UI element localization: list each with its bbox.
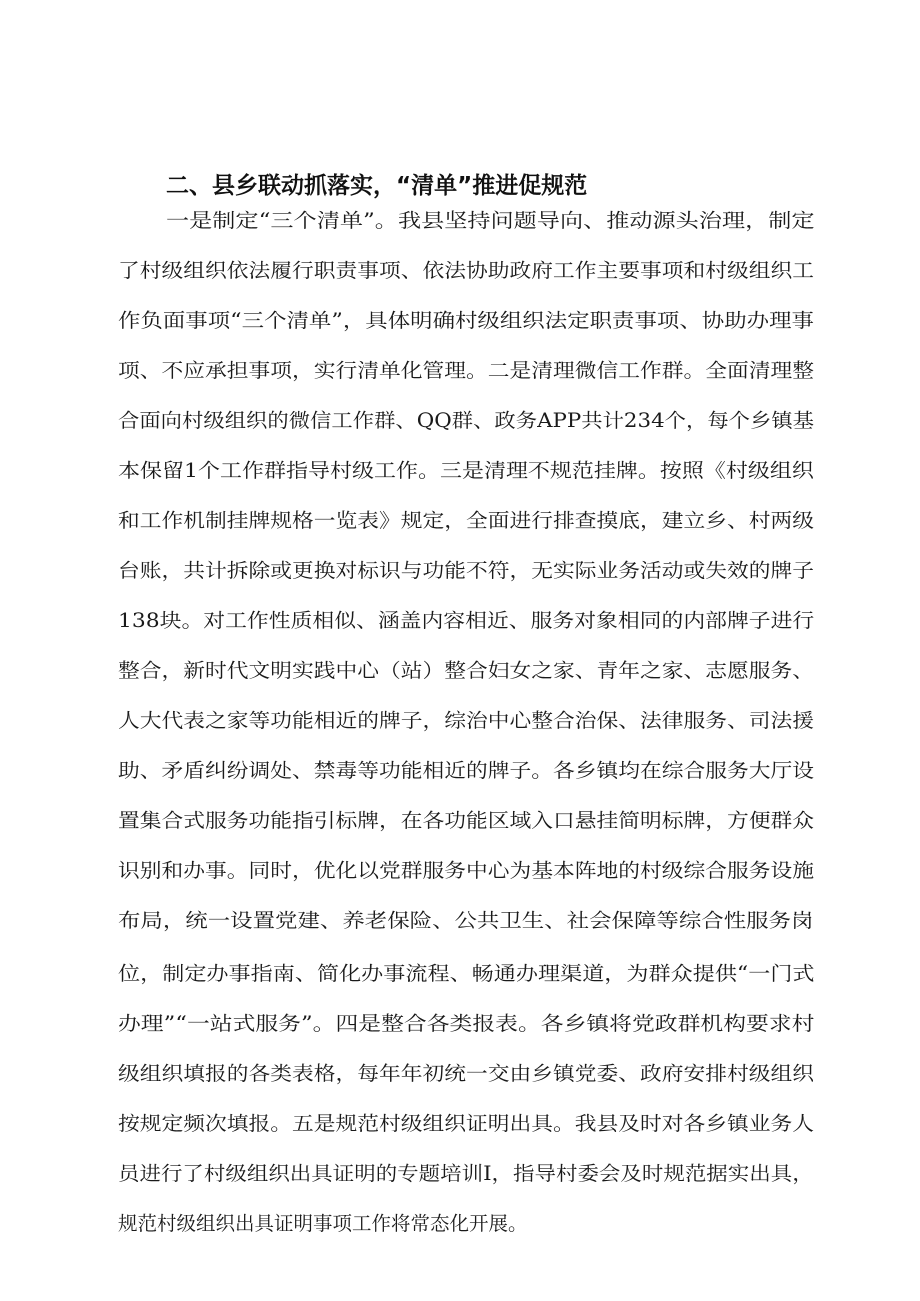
section-heading: 二、县乡联动抓落实，“清单”推进促规范 bbox=[166, 173, 588, 199]
text-line: 助、矛盾纠纷调处、禁毒等功能相近的牌子。各乡镇均在综合服务大厅设 bbox=[118, 759, 815, 782]
text-line: 作负面事项“三个清单”，具体明确村级组织法定职责事项、协助办理事 bbox=[118, 309, 814, 332]
text-line: 布局，统一设置党建、养老保险、公共卫生、社会保障等综合性服务岗 bbox=[118, 909, 814, 932]
text-line: 了村级组织依法履行职责事项、依法协助政府工作主要事项和村级组织工 bbox=[118, 259, 815, 282]
text-line: 位，制定办事指南、简化办事流程、畅通办理渠道，为群众提供“一门式 bbox=[118, 962, 815, 985]
text-line: 和工作机制挂牌规格一览表》规定，全面进行排查摸底，建立乡、村两级 bbox=[118, 509, 815, 532]
text-line: 规范村级组织出具证明事项工作将常态化开展。 bbox=[118, 1212, 528, 1235]
text-line: 人大代表之家等功能相近的牌子，综治中心整合治保、法律服务、司法援 bbox=[118, 709, 815, 732]
text-line: 员进行了村级组织出具证明的专题培训I，指导村委会及时规范据实出具， bbox=[118, 1162, 814, 1185]
text-line: 项、不应承担事项，实行清单化管理。二是清理微信工作群。全面清理整 bbox=[118, 359, 815, 382]
text-line: 办理”“一站式服务”。四是整合各类报表。各乡镇将党政群机构要求村 bbox=[118, 1012, 815, 1035]
text-line: 级组织填报的各类表格，每年年初统一交由乡镇党委、政府安排村级组织 bbox=[118, 1062, 815, 1085]
text-line: 整合，新时代文明实践中心（站）整合妇女之家、青年之家、志愿服务、 bbox=[118, 659, 815, 682]
text-line: 一是制定“三个清单”。我县坚持问题导向、推动源头治理，制定 bbox=[166, 209, 815, 232]
text-line: 台账，共计拆除或更换对标识与功能不符，无实际业务活动或失效的牌子 bbox=[118, 559, 815, 582]
text-line: 识别和办事。同时，优化以党群服务中心为基本阵地的村级综合服务设施 bbox=[118, 859, 815, 882]
text-line: 按规定频次填报。五是规范村级组织证明出具。我县及时对各乡镇业务人 bbox=[118, 1112, 815, 1135]
text-line: 合面向村级组织的微信工作群、QQ群、政务APP共计234个，每个乡镇基 bbox=[118, 409, 815, 432]
text-line: 本保留1个工作群指导村级工作。三是清理不规范挂牌。按照《村级组织 bbox=[118, 459, 814, 482]
text-line: 138块。对工作性质相似、涵盖内容相近、服务对象相同的内部牌子进行 bbox=[118, 609, 815, 632]
text-line: 置集合式服务功能指引标牌，在各功能区域入口悬挂简明标牌，方便群众 bbox=[118, 809, 815, 832]
